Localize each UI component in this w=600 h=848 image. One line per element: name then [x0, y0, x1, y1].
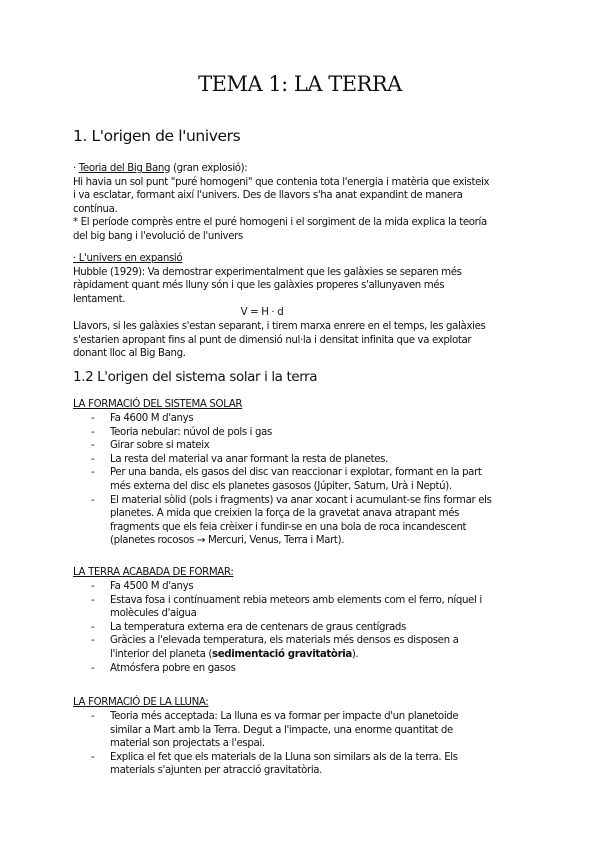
- list-item: [73, 580, 533, 594]
- paragraph-line: donant lloc al Big Bang.: [73, 348, 186, 360]
- bullet-dot: ·: [73, 163, 79, 174]
- list-item-line: - La temperatura externa era de centenars de graus centígrads: [110, 621, 406, 633]
- paragraph-line: del big bang i l'evolució de l'univers: [73, 230, 243, 242]
- list-item-line: - Fa 4500 M d'anys: [110, 581, 194, 592]
- section-heading-sistema-solar: 1.2 L'origen del sistema solar i la terra: [73, 369, 318, 385]
- paragraph-line: i va esclatar, formant així l'univers. Des de llavors s'ha anat expandint de manera: [73, 190, 463, 202]
- bigbang-subheading: [73, 162, 533, 176]
- list-item: [73, 634, 533, 661]
- list-item: [73, 751, 533, 778]
- list-item-line: - La resta del material va anar formant la resta de planetes.: [110, 453, 389, 465]
- list-item-line: - Teoria més acceptada: La lluna es va formar per impacte d'un planetoide: [110, 711, 459, 722]
- paragraph-line: s'estarien apropant fins al punt de dimensió nul·la i densitat infinita que va explotar: [73, 334, 472, 346]
- formacio-lluna-heading: LA FORMACIÓ DE LA LLUNA:: [73, 697, 209, 708]
- text-fragment: ).: [351, 648, 359, 660]
- list-item: [73, 594, 533, 621]
- bold-term: sedimentació gravitatòria: [211, 648, 352, 660]
- bigbang-subheading-rest: (gran explosió):: [170, 163, 248, 174]
- formacio-sistema-solar-heading: LA FORMACIÓ DEL SISTEMA SOLAR: [73, 399, 243, 410]
- list-item: [73, 621, 533, 635]
- list-item-line: [110, 648, 533, 662]
- list-item-line: similar a Mart amb la Terra. Degut a l'impacte, una enorme quantitat de: [110, 724, 453, 736]
- list-item-line: - Estava fosa i contínuament rebia meteors amb elements com el ferro, níquel i: [110, 594, 482, 606]
- list-item: [73, 439, 533, 453]
- list-item-line: - Gràcies a l'elevada temperatura, els materials més densos es disposen a: [110, 635, 459, 647]
- list-item-line: materials s'ajunten per atracció gravitatòria.: [110, 765, 323, 777]
- list-item-line: fragments que els feia crèixer i fundir-se en una bola de roca incandescent: [110, 521, 467, 533]
- list-item-line: molècules d'aigua: [110, 608, 197, 620]
- list-item-line: (planetes rocosos → Mercuri, Venus, Terra i Mart).: [110, 535, 345, 547]
- list-item: [73, 426, 533, 440]
- list-item: [73, 710, 533, 751]
- list-item-line: més externa del disc els planetes gasosos (Júpiter, Saturn, Urà i Neptú).: [110, 480, 452, 492]
- list-item-line: - Explica el fet que els materials de la Lluna son similars als de la terra. Els: [110, 751, 458, 763]
- paragraph-line: Hi havia un sol punt "puré homogeni" que contenia tota l'energia i matèria que existeix: [73, 176, 490, 188]
- list-item-line: - El material sòlid (pols i fragments) va anar xocant i acumulant-se fins formar els: [110, 494, 492, 506]
- list-item-line: - Per una banda, els gasos del disc van reaccionar i explotar, formant en la part: [110, 467, 482, 479]
- lluna-list: [73, 710, 533, 778]
- list-item-line: planetes. A mida que creixien la força de la gravetat anava atrapant més: [110, 508, 460, 520]
- paragraph-line: Llavors, si les galàxies s'estan separant, i tirem marxa enrere en el temps, les galàxies: [73, 320, 486, 332]
- paragraph-line: * El període comprès entre el puré homogeni i el sorgiment de la mida explica la teoría: [73, 217, 487, 229]
- list-item-line: - Fa 4600 M d'anys: [110, 413, 194, 424]
- list-item-line: - Atmósfera pobre en gasos: [110, 662, 236, 674]
- paragraph-line: contínua.: [73, 203, 118, 215]
- list-item: [73, 466, 533, 493]
- paragraph-line: ràpidament quant més lluny són i que les galàxies properes s'allunyaven més: [73, 280, 445, 292]
- terra-acabada-list: [73, 580, 533, 675]
- list-item: [73, 494, 533, 548]
- expansion-subheading: · L'univers en expansió: [73, 253, 183, 264]
- page-title: TEMA 1: LA TERRA: [198, 72, 402, 96]
- list-item-line: - Girar sobre si mateix: [110, 440, 210, 452]
- list-item-line: material son projectats a l'espai.: [110, 738, 265, 750]
- text-fragment: l'interior del planeta (: [110, 648, 212, 660]
- formacio-list: [73, 412, 533, 548]
- section-heading-origen-univers: 1. L'origen de l'univers: [73, 127, 241, 145]
- bigbang-block: [73, 162, 533, 244]
- expansion-block: [73, 252, 533, 361]
- list-item: [73, 662, 533, 676]
- list-item-line: - Teoria nebular: núvol de pols i gas: [110, 426, 273, 438]
- terra-acabada-heading: LA TERRA ACABADA DE FORMAR:: [73, 567, 234, 578]
- list-item: [73, 412, 533, 426]
- paragraph-line: lentament.: [73, 293, 126, 305]
- paragraph-line: Hubble (1929): Va demostrar experimentalment que les galàxies se separen més: [73, 266, 462, 278]
- list-item: [73, 453, 533, 467]
- bigbang-subheading-underlined: Teoria del Big Bang: [78, 163, 171, 174]
- hubble-formula: V = H · d: [240, 307, 284, 319]
